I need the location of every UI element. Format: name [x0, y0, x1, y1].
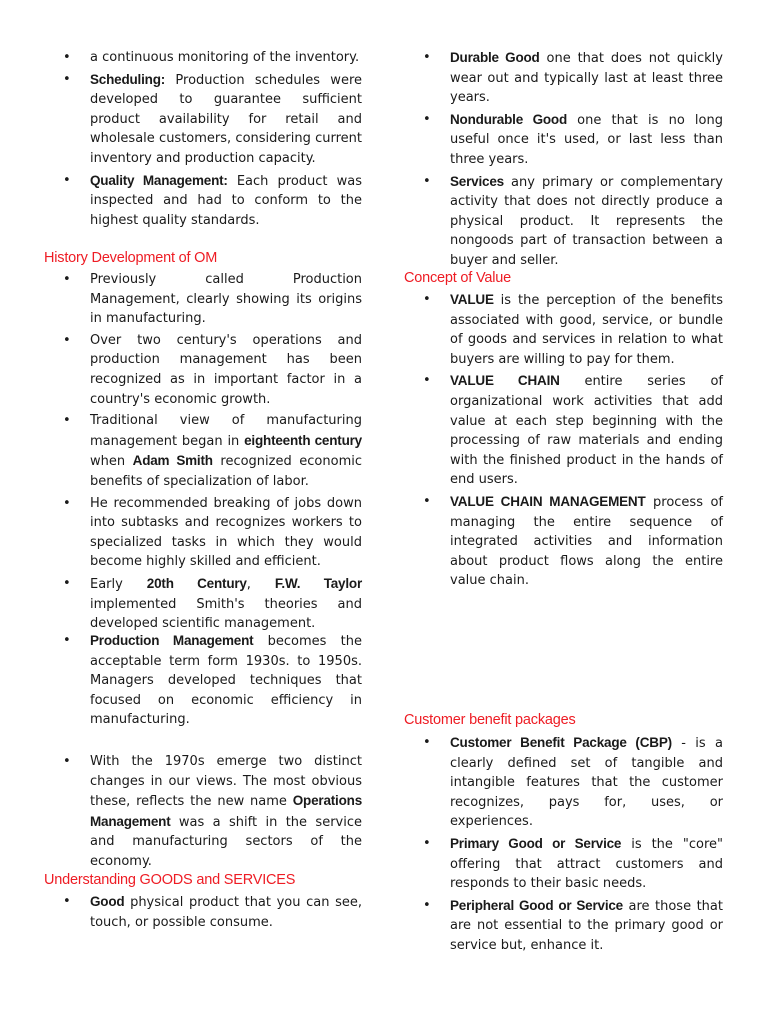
list-item-text: any primary or complementary activity that does not directly produce a physical product. It represents the nongoods part of transaction between a buyer and seller.	[450, 174, 723, 268]
list-item	[44, 892, 362, 932]
list-item	[44, 171, 362, 231]
list-item	[44, 48, 362, 68]
term-durable-good: Durable Good	[450, 50, 540, 65]
concept-of-value-heading: Concept of Value	[404, 270, 511, 286]
list-item	[44, 752, 362, 872]
term-production-management: Production Management	[90, 633, 254, 648]
list-item-text: process of managing the entire sequence of integrated activities and information about product flows along the entire value chain.	[450, 494, 723, 589]
goods-types-list	[404, 48, 723, 273]
list-item-text: Each product was inspected and had to conform to the highest quality standards.	[90, 173, 362, 228]
term-20th-century: 20th Century	[146, 575, 247, 591]
list-item	[44, 494, 362, 572]
list-item-text: is the "core" offering that attract customers and responds to their basic needs.	[450, 836, 724, 892]
term-fw-taylor: F.W. Taylor	[274, 575, 363, 591]
list-item	[44, 331, 362, 409]
list-item-text: one that is no long useful once it's used, or last less than three years.	[450, 112, 723, 167]
term-value-chain-management: VALUE CHAIN MANAGEMENT	[450, 493, 646, 509]
list-item	[404, 834, 723, 894]
list-item-text: He recommended breaking of jobs down into subtasks and recognizes workers to specialized tasks in which they would become highly skilled and efficient.	[90, 495, 362, 570]
term-services: Services	[450, 173, 504, 189]
list-item-text: Previously called Production Management, clearly showing its origins in manufacturing.	[90, 272, 362, 327]
list-item-text: ,	[246, 576, 275, 592]
customer-benefit-heading: Customer benefit packages	[404, 712, 576, 728]
list-item-text: a continuous monitoring of the inventory.	[90, 50, 360, 65]
term-quality-management: Quality Management:	[90, 172, 228, 188]
list-item	[44, 631, 362, 730]
list-item-text: is the perception of the benefits associated with good, service, or bundle of goods and services in relation to what buyers are willing to pay for them.	[450, 293, 723, 367]
list-item-text: Early	[90, 576, 147, 592]
list-item-text: implemented Smith's theories and developed scientific management.	[90, 596, 362, 632]
list-item-text: Traditional view of manufacturing management began in	[90, 413, 362, 449]
term-peripheral-good: Peripheral Good or Service	[450, 897, 623, 913]
inventory-control-list	[44, 48, 362, 232]
list-item	[404, 733, 723, 832]
term-cbp: Customer Benefit Package (CBP)	[450, 735, 672, 750]
term-nondurable-good: Nondurable Good	[450, 111, 568, 127]
goods-services-heading: Understanding GOODS and SERVICES	[44, 872, 296, 888]
list-item-text: recognized economic benefits of specialization of labor.	[90, 454, 362, 489]
term-value: VALUE	[450, 292, 494, 307]
list-item-text: when	[90, 454, 133, 470]
term-good: Good	[90, 894, 125, 909]
goods-list	[44, 892, 362, 934]
value-list	[404, 290, 723, 593]
list-item	[404, 896, 723, 956]
list-item	[404, 172, 723, 271]
list-item	[44, 574, 362, 634]
list-item	[404, 290, 723, 369]
list-item	[44, 70, 362, 169]
history-list	[44, 270, 362, 636]
list-item-text: was a shift in the service and manufacturing sectors of the economy.	[90, 814, 362, 869]
term-primary-good: Primary Good or Service	[450, 835, 622, 851]
list-item-text: Over two century's operations and production management has been recognized as in important factor in a country's economic growth.	[90, 332, 362, 407]
list-item	[44, 270, 362, 329]
history-heading: History Development of OM	[44, 250, 218, 266]
operations-management-list	[44, 752, 362, 874]
list-item	[404, 48, 723, 108]
list-item-text: are those that are not essential to the primary good or service but, enhance it.	[450, 898, 723, 953]
term-operations-management: Operations Management	[90, 793, 362, 829]
term-value-chain: VALUE CHAIN	[450, 373, 560, 389]
cbp-list	[404, 733, 723, 958]
list-item	[404, 110, 723, 170]
list-item	[44, 411, 362, 491]
list-item	[404, 492, 723, 591]
list-item-text: physical product that you can see, touch, or possible consume.	[90, 895, 362, 930]
term-scheduling: Scheduling:	[90, 71, 166, 87]
list-item-text: entire series of organizational work activities that add value at each step beginning with the processing of raw materials and ending with the finished product in the hands of end users.	[450, 374, 723, 488]
term-eighteenth-century: eighteenth century	[244, 432, 362, 448]
list-item-text: Production schedules were developed to guarantee sufficient product availability for retail and wholesale customers, considering current inventory and production capacity.	[90, 72, 362, 166]
list-item	[404, 371, 723, 490]
list-item-text: one that does not quickly wear out and typically last at least three years.	[450, 51, 723, 106]
list-item-text: becomes the acceptable term form 1930s. to 1950s. Managers developed techniques that focused on economic efficiency in manufacturing.	[90, 634, 363, 728]
term-adam-smith: Adam Smith	[132, 453, 213, 469]
list-item-text: - is a clearly defined set of tangible and intangible features that the customer recognizes, pays for, uses, or experiences.	[450, 736, 723, 830]
list-item-text: With the 1970s emerge two distinct changes in our views. The most obvious these, reflects the new name	[90, 754, 362, 810]
production-management-list	[44, 631, 362, 732]
